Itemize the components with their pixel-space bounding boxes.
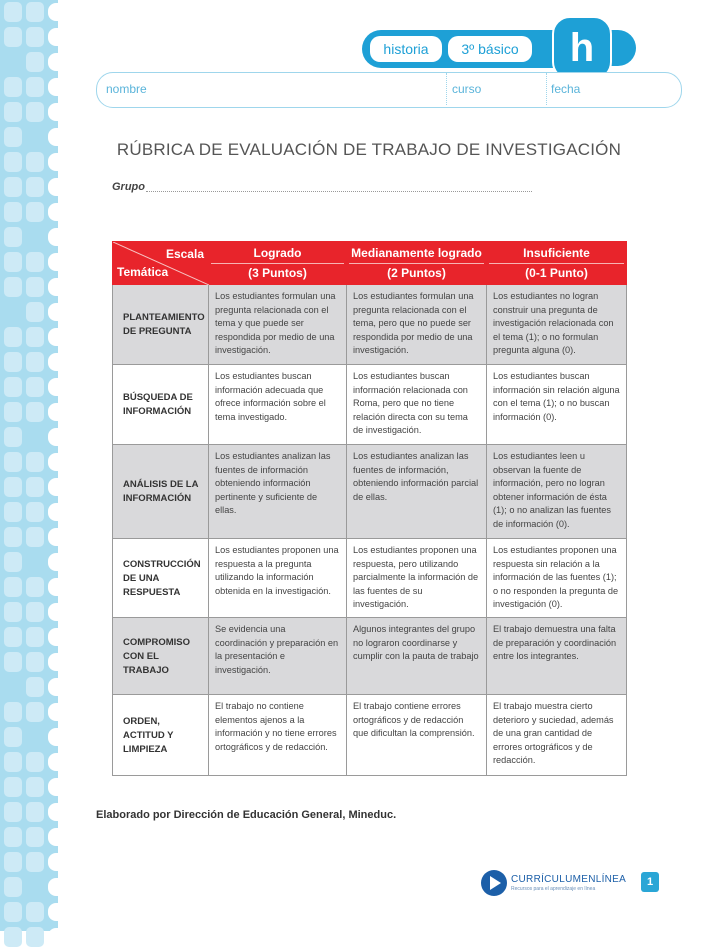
name-field-label: nombre — [106, 82, 147, 96]
decorative-tile — [26, 102, 44, 122]
grade-badge: 3º básico — [448, 36, 532, 62]
decorative-notch — [48, 453, 60, 471]
decorative-tile — [26, 377, 44, 397]
decorative-tile — [26, 627, 44, 647]
column-points: (2 Puntos) — [349, 263, 484, 283]
decorative-tile — [26, 177, 44, 197]
decorative-tile — [4, 477, 22, 497]
decorative-tile — [26, 702, 44, 722]
decorative-tile — [4, 2, 22, 22]
cell-medianamente: Los estudiantes proponen una respuesta, pero utilizando parcialmente la información de las fuentes de su investigación. — [347, 539, 487, 618]
decorative-tile — [26, 402, 44, 422]
decorative-tile — [26, 327, 44, 347]
decorative-tile — [26, 677, 44, 697]
decorative-notch — [48, 878, 60, 896]
decorative-tile — [26, 352, 44, 372]
decorative-tile — [4, 202, 22, 222]
row-theme: BÚSQUEDA DE INFORMACIÓN — [113, 365, 209, 445]
column-header-medianamente — [347, 242, 487, 285]
cell-medianamente: Los estudiantes analizan las fuentes de información, obteniendo información parcial de ellas. — [347, 445, 487, 539]
subject-logo-icon: h — [552, 16, 612, 80]
decorative-tile — [4, 402, 22, 422]
cell-insuficiente: Los estudiantes proponen una respuesta sin relación a la información de las fuentes (1); o no responden la pregunta de investigación (0). — [487, 539, 627, 618]
decorative-notch — [48, 653, 60, 671]
decorative-notch — [48, 778, 60, 796]
cell-logrado: Los estudiantes proponen una respuesta a la pregunta utilizando la información obtenida en la investigación. — [209, 539, 347, 618]
row-theme: COMPROMISO CON EL TRABAJO — [113, 618, 209, 695]
decorative-tile — [26, 452, 44, 472]
decorative-tile — [4, 177, 22, 197]
decorative-notch — [48, 753, 60, 771]
decorative-notch — [48, 3, 60, 21]
decorative-notch — [48, 428, 60, 446]
divider — [546, 73, 547, 105]
cell-logrado: Los estudiantes buscan información adecuada que ofrece información sobre el tema investigado. — [209, 365, 347, 445]
decorative-tile — [26, 902, 44, 922]
decorative-notch — [48, 303, 60, 321]
decorative-tile — [26, 202, 44, 222]
decorative-notch — [48, 628, 60, 646]
decorative-tile — [4, 727, 22, 747]
column-header-insuficiente — [487, 242, 627, 285]
cell-insuficiente: El trabajo muestra cierto deterioro y suciedad, además de una gran cantidad de errores ortográficos y de redacción. — [487, 695, 627, 776]
row-theme: PLANTEAMIENTO DE PREGUNTA — [113, 285, 209, 365]
decorative-tile — [4, 452, 22, 472]
decorative-tile — [26, 652, 44, 672]
decorative-notch — [48, 103, 60, 121]
row-theme: ORDEN, ACTITUD Y LIMPIEZA — [113, 695, 209, 776]
decorative-tile — [26, 477, 44, 497]
decorative-notch — [48, 353, 60, 371]
decorative-tile — [4, 702, 22, 722]
decorative-tile — [4, 277, 22, 297]
decorative-notch — [48, 853, 60, 871]
decorative-tile — [4, 827, 22, 847]
decorative-notch — [48, 603, 60, 621]
decorative-notch — [48, 403, 60, 421]
table-row — [113, 365, 627, 445]
decorative-notch — [48, 803, 60, 821]
decorative-tile — [4, 502, 22, 522]
decorative-tile — [26, 502, 44, 522]
decorative-tile — [26, 27, 44, 47]
course-field-label: curso — [452, 82, 482, 96]
decorative-notch — [48, 578, 60, 596]
column-points: (3 Puntos) — [211, 263, 344, 283]
cell-medianamente: El trabajo contiene errores ortográficos y de redacción que dificultan la comprensión. — [347, 695, 487, 776]
cell-medianamente: Los estudiantes buscan información relacionada con Roma, pero que no tiene relación directa con su tema de investigación. — [347, 365, 487, 445]
document-title: RÚBRICA DE EVALUACIÓN DE TRABAJO DE INVESTIGACIÓN — [116, 140, 622, 159]
decorative-notch — [48, 553, 60, 571]
theme-label: Temática — [117, 265, 169, 279]
decorative-notch — [48, 203, 60, 221]
decorative-notch — [48, 503, 60, 521]
play-arrow-icon — [481, 870, 507, 896]
decorative-tile — [4, 227, 22, 247]
corner-header — [113, 242, 209, 285]
cell-medianamente: Los estudiantes formulan una pregunta relacionada con el tema, pero que no puede ser respondida por medio de una investigación. — [347, 285, 487, 365]
column-label: Logrado — [253, 246, 302, 260]
decorative-tile — [26, 852, 44, 872]
decorative-tile — [4, 27, 22, 47]
row-theme: CONSTRUCCIÓN DE UNA RESPUESTA — [113, 539, 209, 618]
decorative-notch — [48, 703, 60, 721]
decorative-notch — [48, 528, 60, 546]
group-fill-line — [146, 191, 532, 192]
decorative-notch — [48, 53, 60, 71]
decorative-tile — [26, 77, 44, 97]
brand-tagline: Recursos para el aprendizaje en línea — [511, 886, 596, 892]
decorative-tile — [4, 377, 22, 397]
decorative-notch — [48, 228, 60, 246]
decorative-notch — [48, 828, 60, 846]
student-info-bar — [96, 72, 682, 108]
decorative-tile — [4, 902, 22, 922]
decorative-tile — [4, 802, 22, 822]
decorative-tile — [4, 852, 22, 872]
cell-logrado: El trabajo no contiene elementos ajenos a la información y no tiene errores ortográficos y de redacción. — [209, 695, 347, 776]
decorative-notch — [48, 678, 60, 696]
decorative-tile — [4, 327, 22, 347]
decorative-tile — [26, 752, 44, 772]
decorative-tile — [26, 302, 44, 322]
column-points: (0-1 Punto) — [489, 263, 624, 283]
cell-insuficiente: Los estudiantes leen u observan la fuente de información, pero no logran obtener información de ésta (1); o no analizan las fuentes de información (0). — [487, 445, 627, 539]
brand-name: CURRÍCULUMENLÍNEA — [511, 874, 627, 885]
cell-insuficiente: Los estudiantes no logran construir una pregunta de investigación relacionada con el tema (1); o no formulan pregunta alguna (0). — [487, 285, 627, 365]
decorative-tile — [26, 827, 44, 847]
decorative-tile — [4, 552, 22, 572]
decorative-notch — [48, 278, 60, 296]
decorative-tile — [26, 2, 44, 22]
decorative-tile — [4, 352, 22, 372]
table-row — [113, 445, 627, 539]
divider — [446, 73, 447, 105]
decorative-tile — [4, 602, 22, 622]
column-header-logrado — [209, 242, 347, 285]
decorative-notch — [48, 378, 60, 396]
decorative-tile — [4, 927, 22, 947]
decorative-tile — [4, 77, 22, 97]
row-theme: ANÁLISIS DE LA INFORMACIÓN — [113, 445, 209, 539]
decorative-tile — [4, 252, 22, 272]
decorative-notch — [48, 78, 60, 96]
decorative-tile — [4, 777, 22, 797]
credit-line: Elaborado por Dirección de Educación General, Mineduc. — [96, 809, 397, 821]
column-label: Insuficiente — [523, 246, 590, 260]
decorative-tile — [4, 652, 22, 672]
decorative-notch — [48, 253, 60, 271]
decorative-tile — [4, 577, 22, 597]
decorative-notch — [48, 728, 60, 746]
cell-medianamente: Algunos integrantes del grupo no lograron coordinarse y cumplir con la pauta de trabajo — [347, 618, 487, 695]
decorative-tile — [4, 102, 22, 122]
decorative-tile — [4, 627, 22, 647]
subject-badge: historia — [370, 36, 442, 62]
decorative-notch — [48, 328, 60, 346]
scale-label: Escala — [165, 247, 204, 261]
decorative-tile — [26, 577, 44, 597]
decorative-notch — [48, 903, 60, 921]
rubric-table — [112, 241, 627, 776]
decorative-tile — [4, 752, 22, 772]
table-row — [113, 695, 627, 776]
decorative-notch — [48, 178, 60, 196]
decorative-tile — [26, 927, 44, 947]
page-number: 1 — [641, 872, 659, 892]
decorative-tile — [26, 277, 44, 297]
decorative-tile — [26, 777, 44, 797]
decorative-tile — [26, 252, 44, 272]
decorative-notch — [48, 28, 60, 46]
decorative-tile — [26, 602, 44, 622]
decorative-tile — [4, 527, 22, 547]
cell-logrado: Los estudiantes analizan las fuentes de información obteniendo información pertinente y suficiente de ellas. — [209, 445, 347, 539]
table-row — [113, 618, 627, 695]
cell-insuficiente: El trabajo demuestra una falta de preparación y coordinación entre los integrantes. — [487, 618, 627, 695]
date-field-label: fecha — [551, 82, 581, 96]
cell-logrado: Se evidencia una coordinación y preparación en la presentación e investigación. — [209, 618, 347, 695]
decorative-tile — [4, 877, 22, 897]
group-label: Grupo — [112, 181, 145, 193]
decorative-tile — [26, 802, 44, 822]
decorative-tile — [26, 52, 44, 72]
cell-insuficiente: Los estudiantes buscan información sin relación alguna con el tema (1); o no buscan información (0). — [487, 365, 627, 445]
decorative-tile — [4, 427, 22, 447]
column-label: Medianamente logrado — [351, 246, 482, 260]
cell-logrado: Los estudiantes formulan una pregunta relacionada con el tema y que puede ser respondida por medio de una investigación. — [209, 285, 347, 365]
decorative-tile — [26, 527, 44, 547]
table-row — [113, 285, 627, 365]
decorative-notch — [48, 478, 60, 496]
table-row — [113, 539, 627, 618]
